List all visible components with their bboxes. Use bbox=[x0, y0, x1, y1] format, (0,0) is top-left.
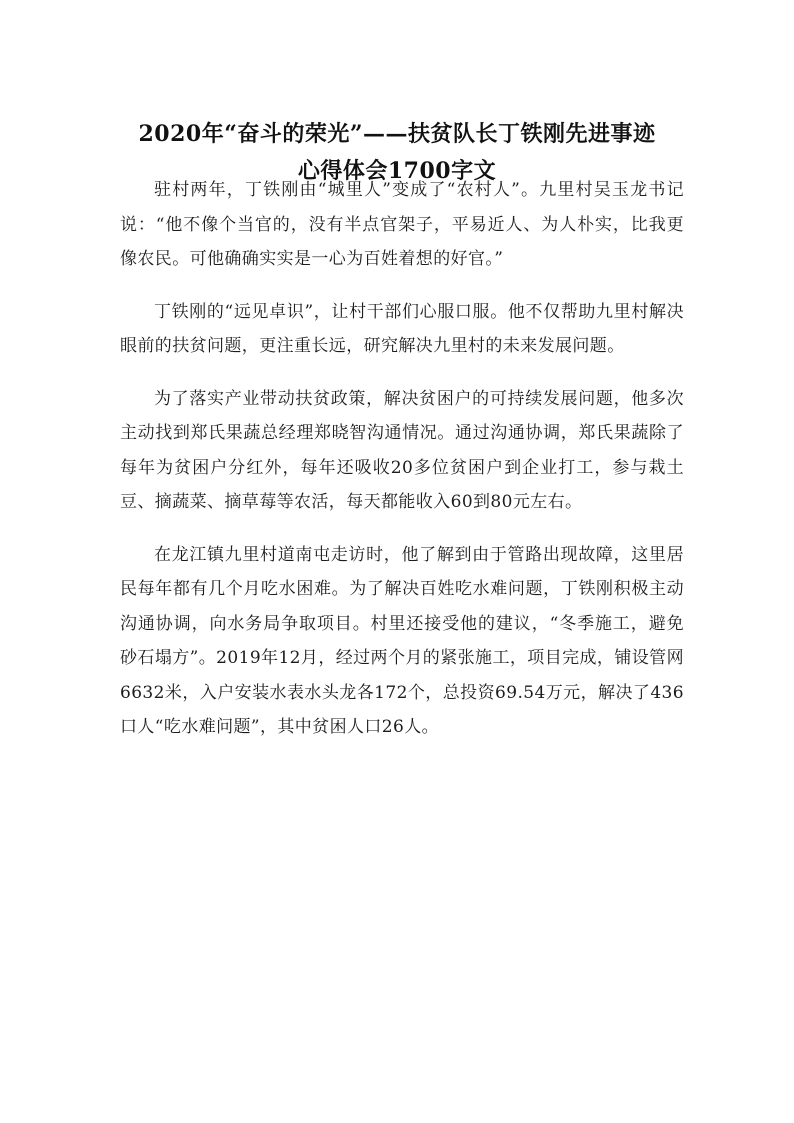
title-line-2: 心得体会1700字文 bbox=[297, 157, 497, 184]
paragraph-4: 在龙江镇九里村道南屯走访时，他了解到由于管路出现故障，这里居民每年都有几个月吃水困难。为了解决百姓吃水难问题，丁铁刚积极主动沟通协调，向水务局争取项目。村里还接受他的建议，“冬季施工，避免砂石塌方”。2019年12月，经过两个月的紧张施工，项目完成，铺设管网6632米，入户安装水表水头龙各172个，总投资69.54万元，解决了436口人“吃水难问题”，其中贫困人口26人。 bbox=[120, 544, 684, 737]
document-body bbox=[120, 173, 684, 763]
title-line-1: 2020年“奋斗的荣光”——扶贫队长丁铁刚先进事迹 bbox=[138, 120, 656, 147]
paragraph-1: 驻村两年，丁铁刚由“城里人”变成了“农村人”。九里村吴玉龙书记说：“他不像个当官的，没有半点官架子，平易近人、为人朴实，比我更像农民。可他确确实实是一心为百姓着想的好官。” bbox=[120, 180, 684, 269]
paragraph-3: 为了落实产业带动扶贫政策，解决贫困户的可持续发展问题，他多次主动找到郑氏果蔬总经理郑晓智沟通情况。通过沟通协调，郑氏果蔬除了每年为贫困户分红外，每年还吸收20多位贫困户到企业打工，参与栽土豆、摘蔬菜、摘草莓等农活，每天都能收入60到80元左右。 bbox=[120, 388, 684, 512]
paragraph-2: 丁铁刚的“远见卓识”，让村干部们心服口服。他不仅帮助九里村解决眼前的扶贫问题，更注重长远，研究解决九里村的未来发展问题。 bbox=[120, 301, 684, 356]
